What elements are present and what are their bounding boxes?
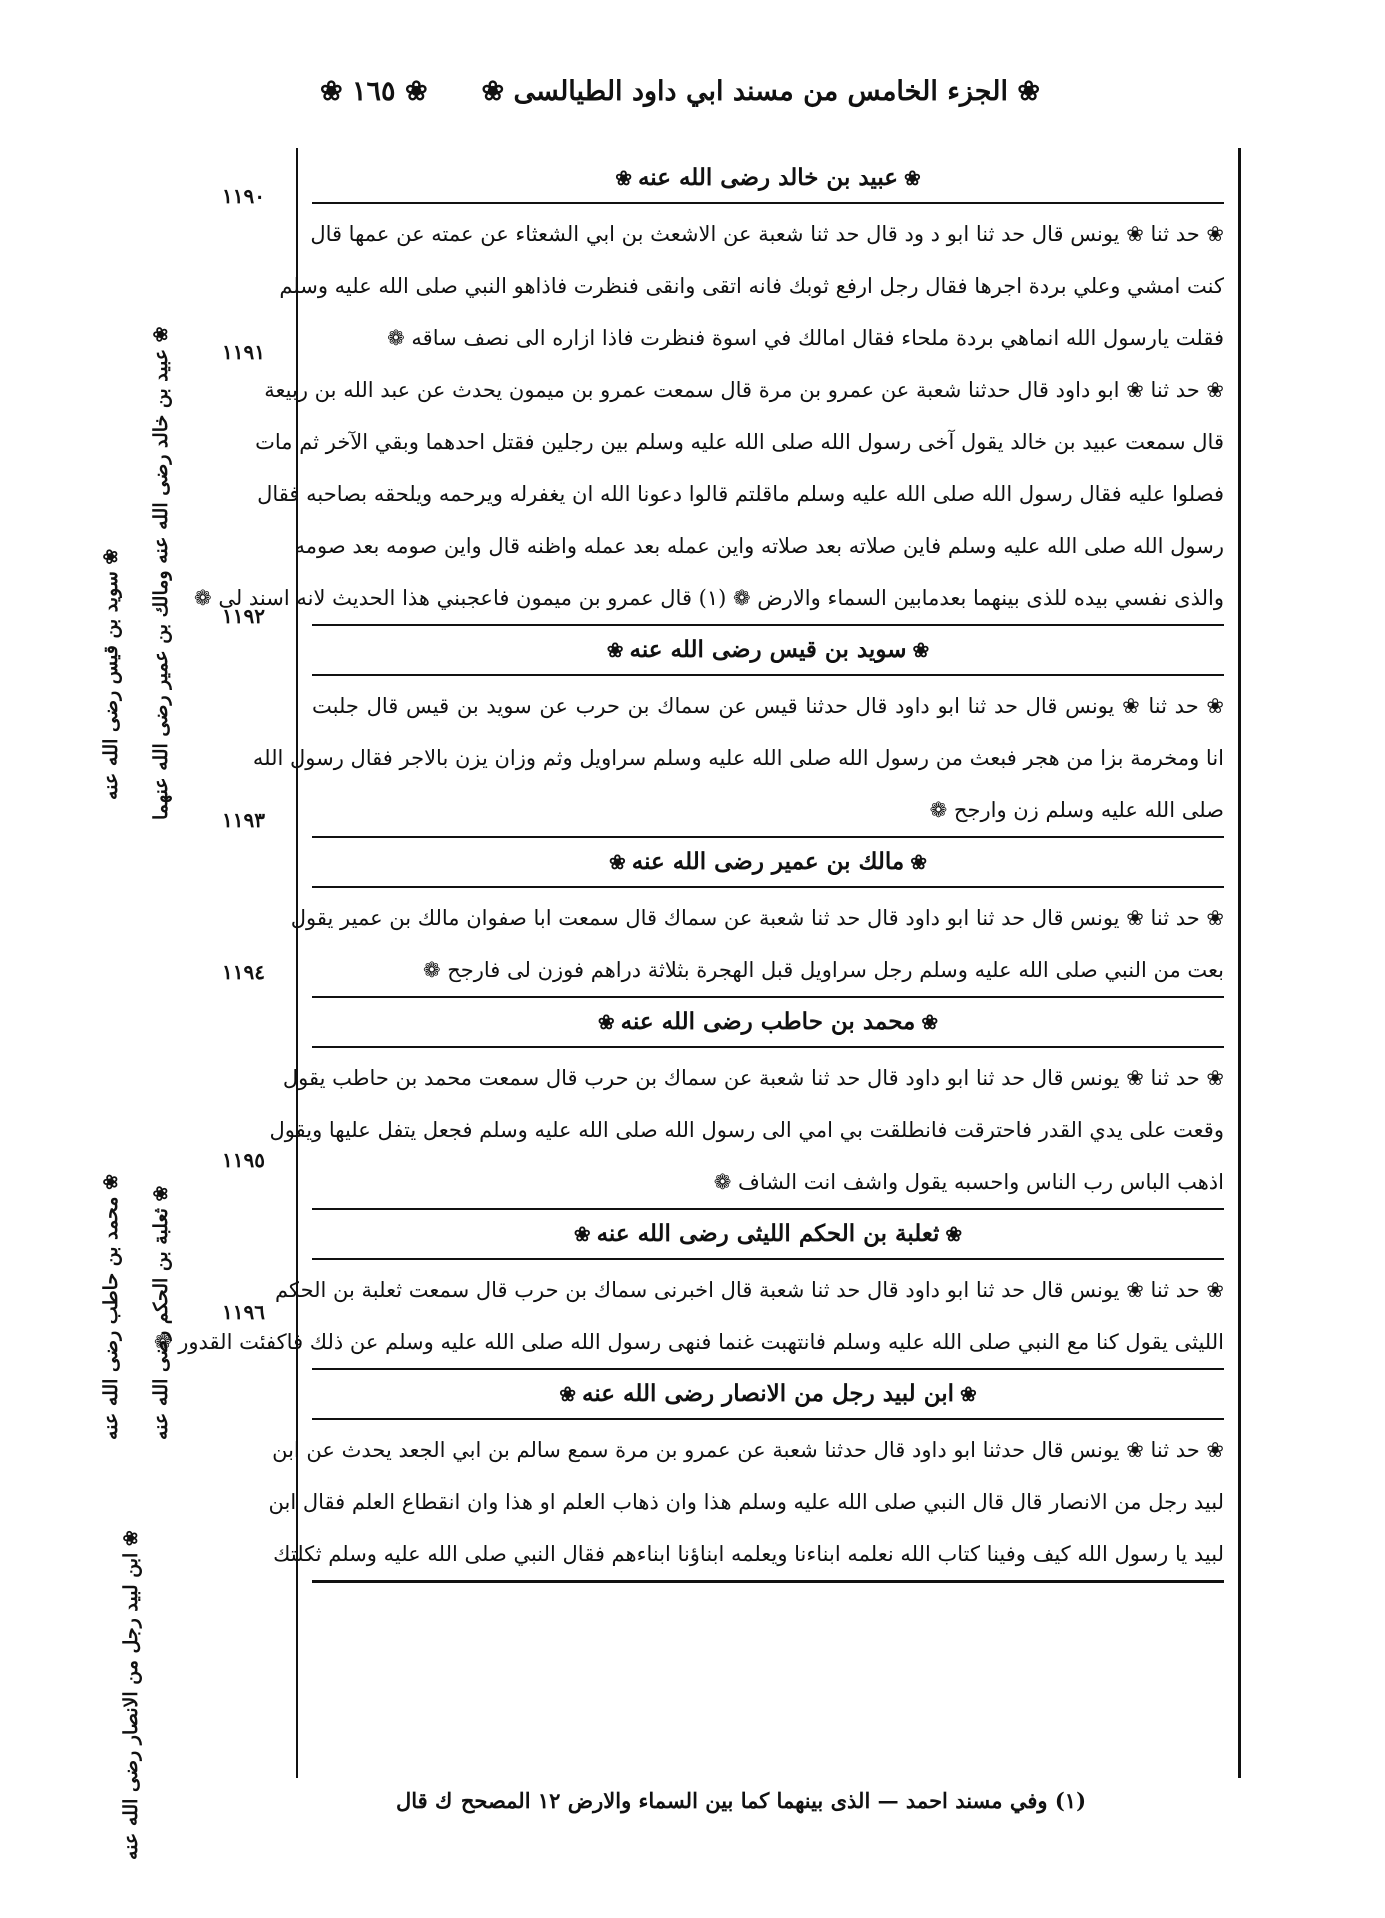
text-line: انا ومخرمة بزا من هجر فبعث من رسول الله صلى الله عليه وسلم سراويل وثم وزان يزن بالاجر فقال رسول الله <box>252 746 1224 770</box>
margin-note: ❀ عبيد بن خالد رضى الله عنه ومالك بن عمير رضى الله عنهما <box>150 326 172 820</box>
section-suwaid <box>252 626 1224 838</box>
text-line: لبيد يا رسول الله كيف وفينا كتاب الله نعلمه ابناءنا ويعلمه ابناؤنا ابناءهم فقال النبي صلى الله عليه وسلم ثكلتك <box>273 1542 1224 1566</box>
section-heading: ❀عبيد بن خالد رضى الله عنه❀ <box>312 154 1224 204</box>
text-line: ❀ حد ثنا ❀ ابو داود قال حدثنا شعبة عن عمرو بن مرة قال سمعت عمرو بن ميمون يحدث عن عبد الله بن ربيعة <box>264 378 1224 402</box>
flower-ornament-icon: ❀ <box>921 1010 939 1034</box>
flower-ornament-icon: ❀ <box>912 638 930 662</box>
text-line: وقعت على يدي القدر فاحترقت فانطلقت بي امي الى رسول الله صلى الله عليه وسلم فجعل يتفل عليها ويقول <box>269 1118 1224 1142</box>
flower-ornament-icon: ❀ <box>609 850 626 874</box>
footnote-text: (١) وفي مسند احمد — الذى بينهما كما بين السماء والارض ١٢ المصحح <box>460 1788 1086 1813</box>
text-line: كنت امشي وعلي بردة اجرها فقال رجل ارفع ثوبك فانه اتقى وانقى فنظرت فاذاهو النبي صلى الله عليه وسلم <box>279 274 1224 298</box>
text-line: لبيد رجل من الانصار قال قال النبي صلى الله عليه وسلم هذا وان ذهاب العلم او هذا وان انقطاع العلم فقال ابن <box>268 1490 1224 1514</box>
running-header <box>320 76 1040 126</box>
text-line: ❀ حد ثنا ❀ يونس قال حد ثنا ابو داود قال حد ثنا شعبة عن سماك قال سمعت ابا صفوان مالك بن عمير يقول <box>290 906 1224 930</box>
page-number: ❀ ١٦٥ ❀ <box>320 76 428 107</box>
text-line: ❀ حد ثنا ❀ يونس قال حدثنا ابو داود قال حدثنا شعبة عن عمرو بن مرة سمع سالم بن ابي الجعد يحدث عن ابن <box>272 1438 1224 1462</box>
text-line: فصلوا عليه فقال رسول الله صلى الله عليه وسلم ماقلتم قالوا دعونا الله ان يغفرله ويرحمه ويلحقه بصاحبه فقال <box>257 482 1224 506</box>
text-line: ❀ حد ثنا ❀ يونس قال حد ثنا ابو داود قال حد ثنا شعبة قال اخبرنى سماك بن حرب قال سمعت ثعلبة بن الحكم <box>275 1278 1224 1302</box>
section-heading: ❀ابن لبيد رجل من الانصار رضى الله عنه❀ <box>312 1370 1224 1420</box>
margin-note: ❀ محمد بن حاطب رضى الله عنه <box>100 1173 122 1440</box>
header-title: ❀ الجزء الخامس من مسند ابي داود الطيالسى ❀ <box>481 76 1040 107</box>
section-heading: ❀مالك بن عمير رضى الله عنه❀ <box>312 838 1224 888</box>
text-line: الليثى يقول كنا مع النبي صلى الله عليه وسلم فانتهبت غنما فنهى رسول الله صلى الله عليه وسلم عن ذلك فاكفئت القدور ❁ <box>153 1330 1224 1354</box>
flower-ornament-icon: ❀ <box>910 850 927 874</box>
hadith-number: ١١٩٠ <box>222 184 265 208</box>
flower-ornament-icon: ❀ <box>945 1222 963 1246</box>
text-line: صلى الله عليه وسلم زن وارجح ❁ <box>929 798 1224 822</box>
text-line: بعت من النبي صلى الله عليه وسلم رجل سراويل قبل الهجرة بثلاثة دراهم فوزن لى فارجح ❁ <box>422 958 1224 982</box>
catchword: ك قال <box>396 1788 453 1813</box>
section-body <box>268 1420 1224 1583</box>
section-muhammad <box>269 998 1224 1210</box>
hadith-number: ١١٩٦ <box>222 1300 265 1324</box>
hadith-number: ١١٩٣ <box>222 808 265 832</box>
section-body <box>269 1048 1224 1210</box>
section-heading: ❀سويد بن قيس رضى الله عنه❀ <box>312 626 1224 676</box>
hadith-number: ١١٩١ <box>222 340 265 364</box>
text-line: ❀ حد ثنا ❀ يونس قال حد ثنا ابو داود قال حدثنا قيس عن سماك بن حرب عن سويد بن قيس قال جلبت <box>312 694 1224 718</box>
margin-note: ❀ ابن لبيد رجل من الانصار رضى الله عنه <box>120 1530 142 1860</box>
section-malik <box>290 838 1224 998</box>
text-line: قال سمعت عبيد بن خالد يقول آخى رسول الله صلى الله عليه وسلم بين رجلين فقتل احدهما وبقي الآخر ثم مات <box>255 430 1224 454</box>
flower-ornament-icon: ❀ <box>573 1222 591 1246</box>
text-line: والذى نفسي بيده للذى بينهما بعدمابين السماء والارض ❁ (١) قال عمرو بن ميمون فاعجبني هذا الحديث لانه اسند لى ❁ <box>194 586 1224 610</box>
flower-ornament-icon: ❀ <box>615 166 632 190</box>
text-line: اذهب الباس رب الناس واحسبه يقول واشف انت الشاف ❁ <box>713 1170 1224 1194</box>
hadith-number: ١١٩٢ <box>222 604 265 628</box>
section-body <box>290 888 1224 998</box>
flower-ornament-icon: ❀ <box>606 638 624 662</box>
hadith-number: ١١٩٤ <box>222 960 265 984</box>
text-line: ❀ حد ثنا ❀ يونس قال حد ثنا ابو داود قال حد ثنا شعبة عن سماك بن حرب قال سمعت محمد بن حاطب يقول <box>282 1066 1224 1090</box>
flower-ornament-icon: ❀ <box>597 1010 615 1034</box>
flower-ornament-icon: ❀ <box>960 1382 977 1406</box>
flower-ornament-icon: ❀ <box>559 1382 576 1406</box>
text-line: فقلت يارسول الله انماهي بردة ملحاء فقال امالك في اسوة فنظرت فاذا ازاره الى نصف ساقه ❁ <box>387 326 1224 350</box>
text-line: رسول الله صلى الله عليه وسلم فاين صلاته بعد صلاته واين عمله بعد عمله واظنه قال واين صومه بعد صومه <box>294 534 1224 558</box>
section-heading: ❀محمد بن حاطب رضى الله عنه❀ <box>312 998 1224 1048</box>
section-ibn-labid <box>268 1370 1224 1583</box>
text-line: ❀ حد ثنا ❀ يونس قال حد ثنا ابو د ود قال حد ثنا شعبة عن الاشعث بن ابي الشعثاء عن عمته عن عمها قال <box>310 222 1224 246</box>
margin-note: ❀ ثعلبة بن الحكم رضى الله عنه <box>150 1185 172 1440</box>
section-heading: ❀ثعلبة بن الحكم الليثى رضى الله عنه❀ <box>312 1210 1224 1260</box>
margin-note: ❀ سويد بن قيس رضى الله عنه <box>100 548 122 800</box>
hadith-number: ١١٩٥ <box>222 1148 265 1172</box>
flower-ornament-icon: ❀ <box>904 166 921 190</box>
section-body <box>252 676 1224 838</box>
